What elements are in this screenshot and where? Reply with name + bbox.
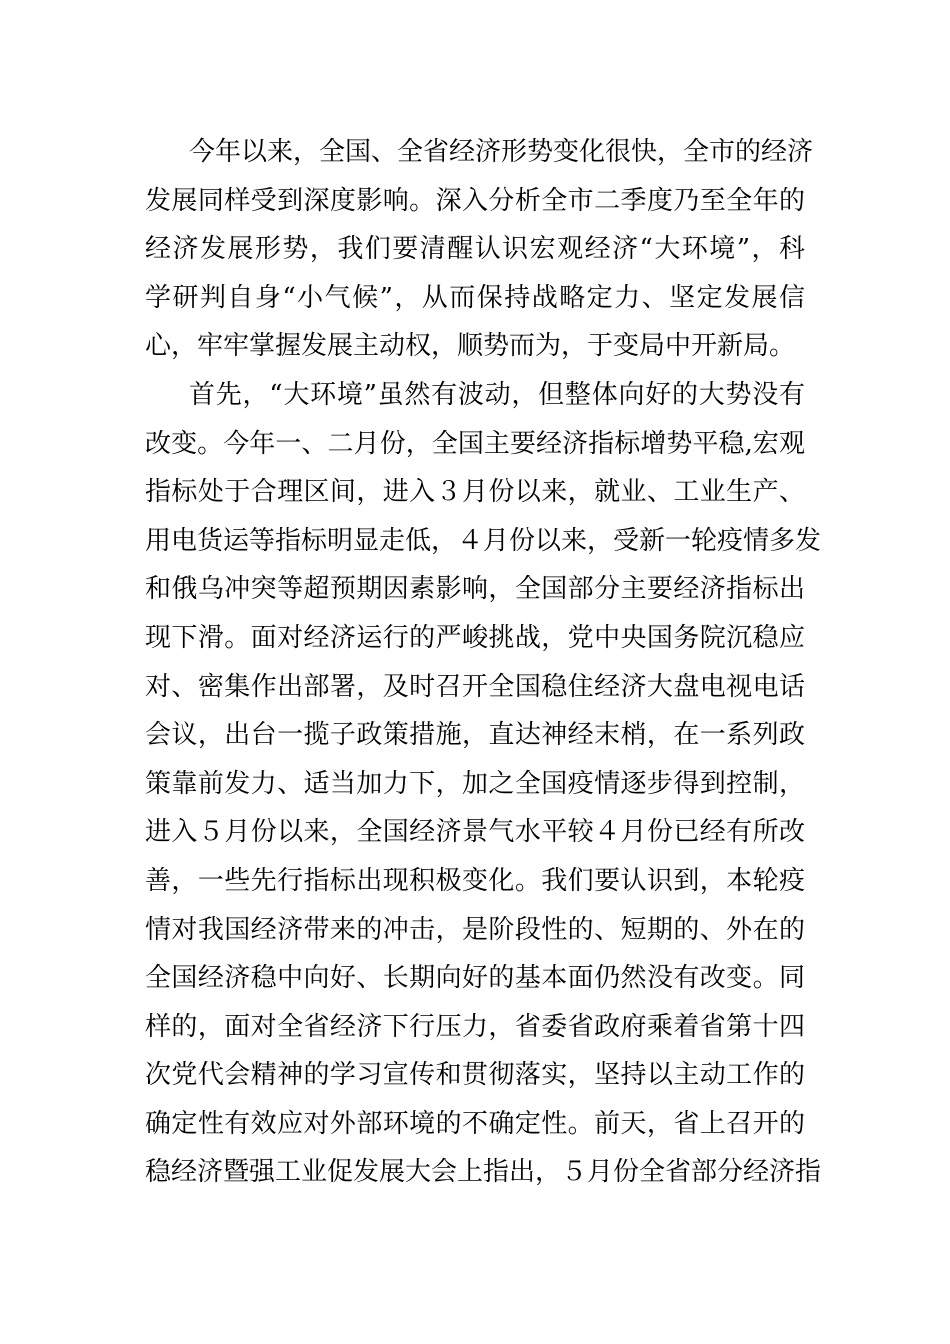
body-text [145,128,822,1197]
paragraph-line: 发展同样受到深度影响。深入分析全市二季度乃至全年的 [145,185,805,216]
paragraph-line: 今年以来，全国、全省经济形势变化很快，全市的经济 [189,137,814,167]
paragraph-line: 用电货运等指标明显走低，４月份以来，受新一轮疫情多发 [145,525,822,556]
paragraph-line: 对、密集作出部署，及时召开全国稳住经济大盘电视电话 [145,671,805,702]
paragraph-line: 经济发展形势，我们要清醒认识宏观经济“大环境”，科 [145,234,805,265]
paragraph-line: 改变。今年一、二月份，全国主要经济指标增势平稳,宏观 [145,428,805,459]
paragraph-line: 指标处于合理区间，进入３月份以来，就业、工业生产、 [145,477,805,508]
paragraph-line: 现下滑。面对经济运行的严峻挑战，党中央国务院沉稳应 [145,622,805,653]
paragraph-line: 情对我国经济带来的冲击，是阶段性的、短期的、外在的 [145,914,805,945]
paragraph-line: 会议，出台一揽子政策措施，直达神经末梢，在一系列政 [145,720,805,751]
paragraph-line: 和俄乌冲突等超预期因素影响，全国部分主要经济指标出 [145,574,805,605]
paragraph-2 [145,371,822,1197]
paragraph-line: 善，一些先行指标出现积极变化。我们要认识到，本轮疫 [145,865,805,896]
paragraph-line: 稳经济暨强工业促发展大会上指出，５月份全省部分经济指 [145,1157,822,1188]
paragraph-line: 次党代会精神的学习宣传和贯彻落实，坚持以主动工作的 [145,1060,805,1091]
paragraph-line: 首先，“大环境”虽然有波动，但整体向好的大势没有 [189,379,805,410]
paragraph-line: 心，牢牢掌握发展主动权，顺势而为，于变局中开新局。 [145,331,796,362]
paragraph-line: 确定性有效应对外部环境的不确定性。前天，省上召开的 [145,1108,805,1139]
paragraph-line: 全国经济稳中向好、长期向好的基本面仍然没有改变。同 [145,963,805,994]
paragraph-line: 进入５月份以来，全国经济景气水平较４月份已经有所改 [145,817,805,848]
paragraph-1 [145,128,814,371]
paragraph-line: 策靠前发力、适当加力下，加之全国疫情逐步得到控制， [145,768,805,799]
paragraph-line: 学研判自身“小气候”，从而保持战略定力、坚定发展信 [145,282,805,313]
paragraph-line: 样的，面对全省经济下行压力，省委省政府乘着省第十四 [145,1011,805,1042]
